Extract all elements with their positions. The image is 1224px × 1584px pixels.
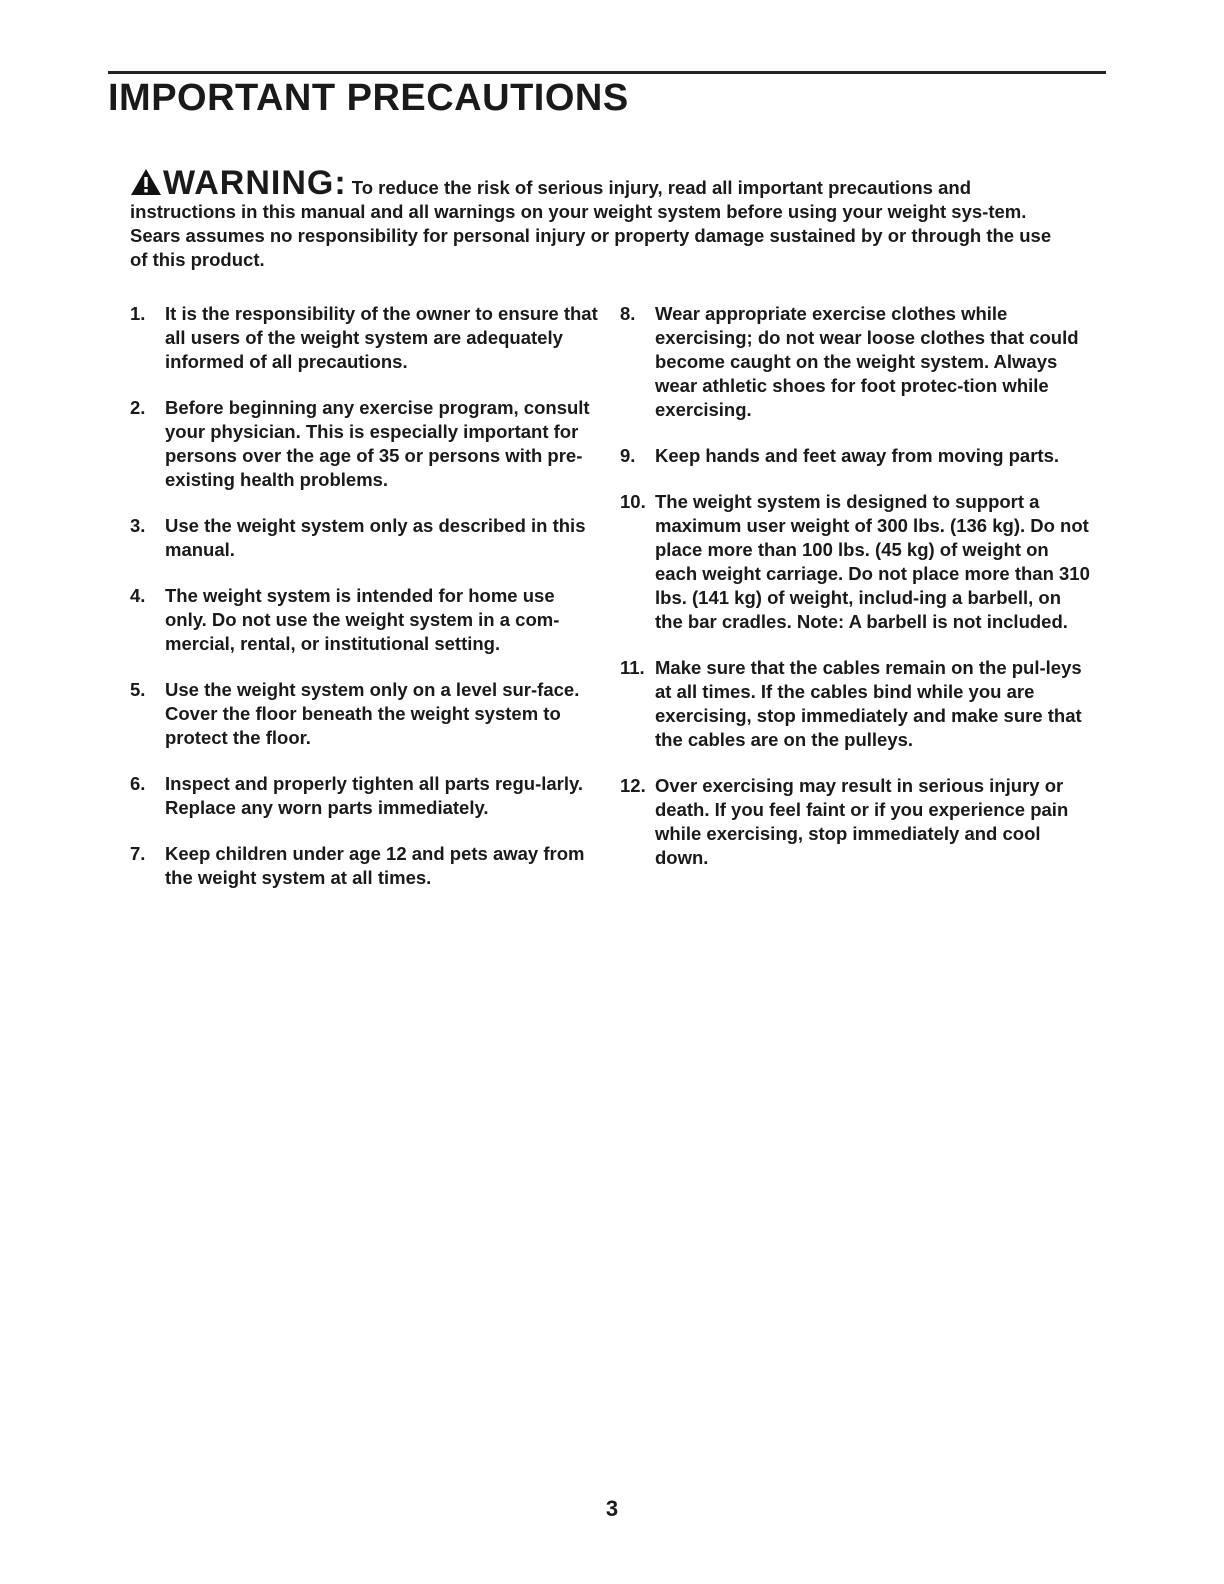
item-number: 2. <box>130 397 146 418</box>
precaution-item <box>620 490 1090 634</box>
item-text: Keep hands and feet away from moving parts. <box>655 445 1060 466</box>
warning-block <box>130 166 1060 272</box>
item-number: 3. <box>130 515 146 536</box>
item-text: The weight system is designed to support a maximum user weight of 300 lbs. (136 kg). Do not place more than 100 lbs. (45 kg) of weight on each weight carriage. Do not place more than 310 lbs. (141 kg) of weight, includ-ing a barbell, on the bar cradles. Note: A barbell is not included. <box>655 491 1090 632</box>
item-text: Before beginning any exercise program, consult your physician. This is especially important for persons over the age of 35 or persons with pre-existing health problems. <box>165 397 590 490</box>
warning-triangle-icon <box>130 168 162 196</box>
page-title: IMPORTANT PRECAUTIONS <box>108 77 629 119</box>
header-rule <box>108 71 1106 74</box>
item-text: Use the weight system only on a level sur-face. Cover the floor beneath the weight system to protect the floor. <box>165 679 580 748</box>
item-text: It is the responsibility of the owner to ensure that all users of the weight system are adequately informed of all precautions. <box>165 303 598 372</box>
item-text: Wear appropriate exercise clothes while exercising; do not wear loose clothes that could become caught on the weight system. Always wear athletic shoes for foot protec-tion while exercising. <box>655 303 1079 420</box>
item-number: 11. <box>620 657 645 678</box>
precaution-item <box>130 302 600 374</box>
item-text: Keep children under age 12 and pets away from the weight system at all times. <box>165 843 585 888</box>
item-number: 12. <box>620 775 646 796</box>
page-number: 3 <box>605 1496 619 1521</box>
warning-text: To reduce the risk of serious injury, read all important precautions and instructions in this manual and all warnings on your weight system before using your weight sys-tem. Sears assumes no responsibility for personal injury or property damage sustained by or through the use of this product. <box>130 177 1052 270</box>
precaution-item <box>130 396 600 492</box>
item-number: 5. <box>130 679 146 700</box>
precaution-item <box>130 772 600 820</box>
precaution-item <box>130 584 600 656</box>
precaution-item <box>130 842 600 890</box>
precaution-item <box>620 444 1090 468</box>
item-number: 9. <box>620 445 636 466</box>
warning-heading: WARNING: <box>163 164 347 202</box>
precautions-right-column <box>620 302 1090 892</box>
precaution-item <box>130 514 600 562</box>
item-text: Over exercising may result in serious injury or death. If you feel faint or if you experience pain while exercising, stop immediately and cool down. <box>655 775 1069 868</box>
item-text: Make sure that the cables remain on the pul-leys at all times. If the cables bind while you are exercising, stop immediately and make sure that the cables are on the pulleys. <box>655 657 1082 750</box>
item-number: 1. <box>130 303 146 324</box>
item-number: 6. <box>130 773 146 794</box>
precautions-left-column <box>130 302 600 912</box>
item-text: The weight system is intended for home use only. Do not use the weight system in a com-mercial, rental, or institutional setting. <box>165 585 560 654</box>
item-text: Use the weight system only as described in this manual. <box>165 515 586 560</box>
item-number: 10. <box>620 491 646 512</box>
precaution-item <box>620 656 1090 752</box>
item-number: 8. <box>620 303 636 324</box>
precaution-item <box>620 774 1090 870</box>
item-text: Inspect and properly tighten all parts regu-larly. Replace any worn parts immediately. <box>165 773 584 818</box>
item-number: 7. <box>130 843 146 864</box>
precaution-item <box>620 302 1090 422</box>
precaution-item <box>130 678 600 750</box>
item-number: 4. <box>130 585 146 606</box>
